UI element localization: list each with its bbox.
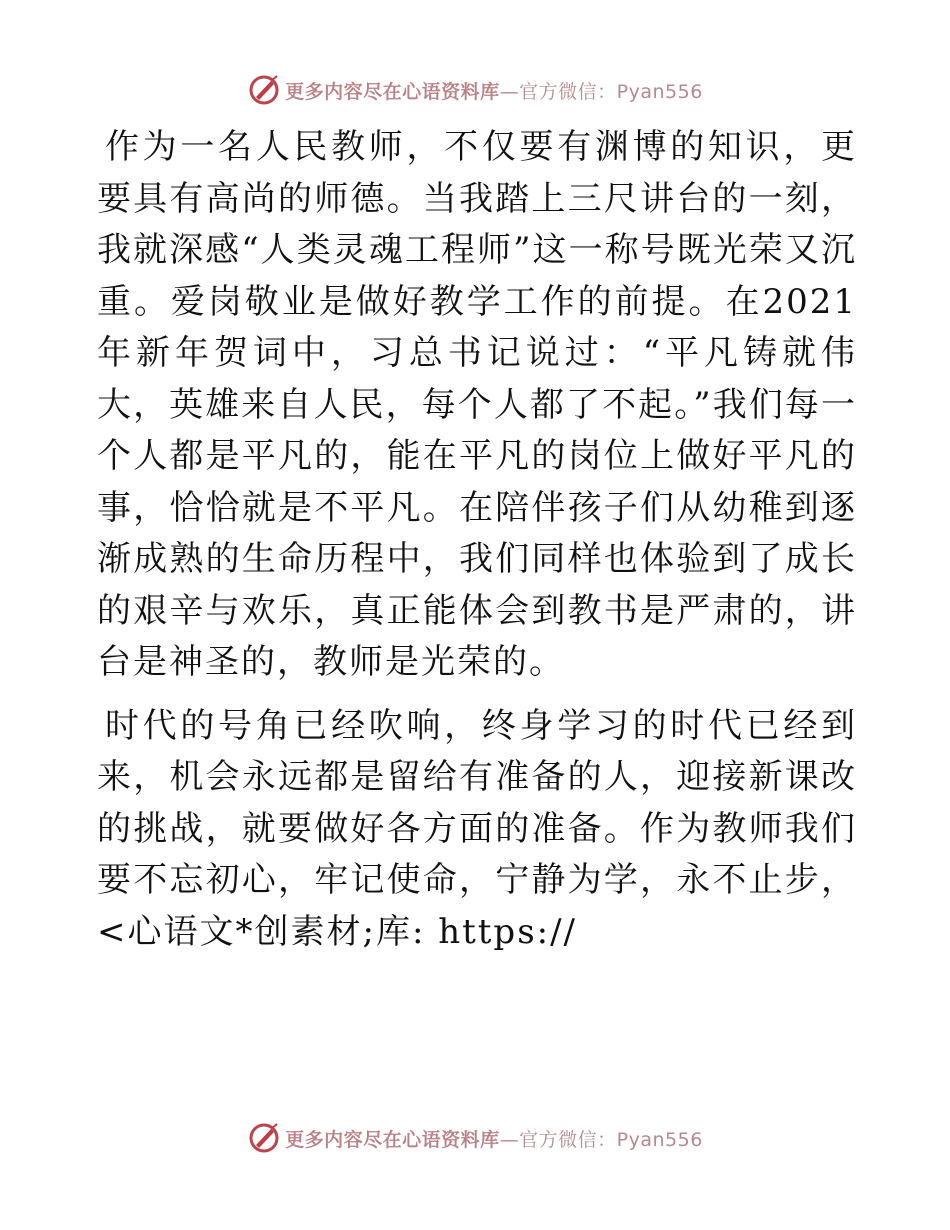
header-text	[285, 77, 703, 104]
footer-text-rest: —官方微信：Pyan556	[499, 1128, 703, 1151]
header-text-main: 更多内容尽在心语资料库	[285, 80, 500, 103]
quill-logo-icon	[247, 1121, 281, 1155]
document-body	[97, 122, 857, 958]
header-banner	[0, 70, 950, 110]
footer-text	[285, 1125, 703, 1152]
paragraph-1: 作为一名人民教师，不仅要有渊博的知识，更要具有高尚的师德。当我踏上三尺讲台的一刻，我就深感“人类灵魂工程师”这一称号既光荣又沉重。爱岗敬业是做好教学工作的前提。在2021年新年贺词中，习总书记说过：“平凡铸就伟大，英雄来自人民，每个人都了不起。”我们每一个人都是平凡的，能在平凡的岗位上做好平凡的事，恰恰就是不平凡。在陪伴孩子们从幼稚到逐渐成熟的生命历程中，我们同样也体验到了成长的艰辛与欢乐，真正能体会到教书是严肃的，讲台是神圣的，教师是光荣的。	[97, 127, 857, 682]
quill-logo-icon	[247, 73, 281, 107]
footer-text-main: 更多内容尽在心语资料库	[285, 1128, 500, 1151]
paragraph-2: 时代的号角已经吹响，终身学习的时代已经到来，机会永远都是留给有准备的人，迎接新课改的挑战，就要做好各方面的准备。作为教师我们要不忘初心，牢记使命，宁静为学，永不止步，<心语文*创素材;库: https://	[97, 705, 857, 952]
footer-banner	[0, 1118, 950, 1158]
header-text-rest: —官方微信：Pyan556	[499, 80, 703, 103]
